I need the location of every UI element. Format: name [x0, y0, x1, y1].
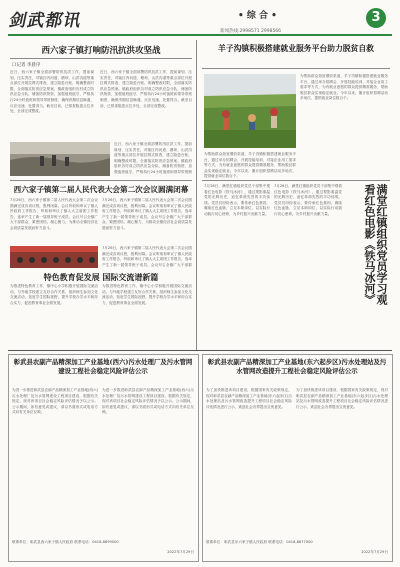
congress-body-col2: 7月26日，西六家子镇第二届人民代表大会第二次会议圆满完成各项议程，胜利闭幕。会议听取和审议了镇人民政府工作报告，听取和审议了镇人大主席团工作报告，选举产生了新一届领导班子成员。会议号召全镇广大干部群众，紧密团结，凝心聚力，为推动全镇经济社会高质量发展而努力奋斗。 — [102, 198, 192, 230]
masthead-logo: 剑武都讯 — [7, 11, 84, 31]
section-divider — [202, 180, 390, 181]
notice-right-body-col2: 为了加快推进该项目建设，根据国家有关政策规定，现对彰武县农副产品精深加工产业基地(东六起步区)污水处理站及污水管网改造提升工程项目社会稳定风险评估情况进行公示，欢迎社会各界提出宝贵意见。 — [296, 388, 388, 409]
flood-photo — [10, 142, 110, 176]
party-vertical-title: 满堂红镇组织党员学习观看红色电影《铁马冰河》 — [363, 184, 388, 305]
masthead — [7, 6, 130, 36]
title-underline — [202, 68, 390, 69]
flood-body-col1: 近日，西六家子镇全面部署防汛抗洪工作，提前谋划、压实责任，对辖区内河道、塘坝、山洪沟道等重点部位开展拉网式排查，建立隐患台账，明确整改时限，全面落实防汛应急预案。镇政府组织各村成立防汛应急分队，储备防汛物资，加强值班值守，严格执行24小时值班和领导带班制度，确保汛期信息畅通、反应迅速、处置得当。截至目前，已排查隐患点位多处，全部完成整改。 — [10, 70, 94, 114]
notice-left-contact: 联系单位：彰武县西六家子镇人民政府 联系电话：0418-8899000 — [12, 540, 119, 544]
education-body-col2: 为推进特色教育工作，镇中心小学积极开展国际交流活动，与外地学校建立友好合作关系，组织师生参加文化交流活动，拓宽学生国际视野，提升学校办学水平和综合实力，促进教育事业全面发展。 — [102, 284, 192, 305]
notice-left-body-col1: 为进一步推进彰武县农副产品精深加工产业基地(西六)污水处理厂及污水管网建设工程项目建设，根据有关规定，现对该项目社会稳定风险评估情况予以公示。公示期间，如有意见或建议，请以书面形式或电话方式向有关单位反映。 — [12, 388, 98, 415]
employment-article-title: 羊子沟镇积极搭建就业服务平台助力脱贫自救 — [218, 44, 374, 53]
hotline: 新闻热线:2998571 2998566 — [220, 29, 282, 34]
flood-body-col2: 近日，西六家子镇全面部署防汛抗洪工作，提前谋划、压实责任，对辖区内河道、塘坝、山洪沟道等重点部位开展拉网式排查，建立隐患台账，明确整改时限，全面落实防汛应急预案。镇政府组织各村成立防汛应急分队，储备防汛物资，加强值班值守，严格执行24小时值班和领导带班制度，确保汛期信息畅通、反应迅速、处置得当。截至目前，已排查隐患点位多处，全部完成整改。 — [100, 70, 192, 108]
flood-body-col3: 近日，西六家子镇全面部署防汛抗洪工作，提前谋划、压实责任，对辖区内河道、塘坝、山洪沟道等重点部位开展拉网式排查，建立隐患台账，明确整改时限，全面落实防汛应急预案。镇政府组织各村成立防汛应急分队，储备防汛物资，加强值班值守，严格执行24小时值班和领导带班制 — [114, 142, 192, 174]
education-article-title: 特色教育促发展 国际交流谱新篇 — [43, 272, 159, 282]
notice-right-contact: 联系单位：彰武县东六家子镇人民政府 联系电话：0418-8877000 — [206, 540, 313, 544]
notice-right-date: 2022年7月29日 — [361, 550, 388, 554]
flood-article-title: 西六家子镇打响防汛抗洪攻坚战 — [41, 46, 161, 56]
notice-left-date: 2022年7月29日 — [167, 550, 194, 554]
congress-body-col1: 7月26日，西六家子镇第二届人民代表大会第二次会议圆满完成各项议程，胜利闭幕。会议听取和审议了镇人民政府工作报告，听取和审议了镇人大主席团工作报告，选举产生了新一届领导班子成员。会议号召全镇广大干部群众，紧密团结，凝心聚力，为推动全镇经济社会高质量发展而努力奋斗。 — [10, 198, 98, 230]
section-label: • 综 合 • — [238, 11, 277, 21]
party-body-col2: 7月26日，满堂红镇组织党员干部集中观看红色电影《铁马冰河》，通过观影重温党的光辉历史，追忆革命先烈的丰功伟绩。党员们纷纷表示，要传承红色基因，赓续红色血脉，立足本职岗位，以实际行动践行初心使命，为乡村振兴贡献力量。 — [274, 184, 342, 216]
section-divider — [10, 180, 192, 181]
congress-article-title: 西六家子镇第二届人民代表大会第二次会议圆满闭幕 — [13, 185, 189, 194]
employment-photo — [204, 74, 296, 148]
title-underline — [10, 58, 192, 59]
notice-left-body-col2: 为进一步推进彰武县农副产品精深加工产业基地(西六)污水处理厂及污水管网建设工程项目建设，根据有关规定，现对该项目社会稳定风险评估情况予以公示。公示期间，如有意见或建议，请以书面形式或电话方式向有关单位反映。 — [102, 388, 194, 415]
notice-left-title: 彰武县农副产品精深加工产业基地(西六)污水处理厂及污水管网建设工程社会稳定风险评估公示 — [13, 358, 193, 375]
congress-photo — [10, 246, 98, 268]
page-number-badge: 3 — [366, 8, 386, 28]
congress-body-col3: 7月26日，西六家子镇第二届人民代表大会第二次会议圆满完成各项议程，胜利闭幕。会议听取和审议了镇人民政府工作报告，听取和审议了镇人大主席团工作报告，选举产生了新一届领导班子成员。会议号召全镇广大干部群 — [102, 246, 192, 267]
flood-byline: 口记者 李晨序 — [12, 63, 41, 68]
party-body-col1: 7月26日，满堂红镇组织党员干部集中观看红色电影《铁马冰河》，通过观影重温党的光辉历史，追忆革命先烈的丰功伟绩。党员们纷纷表示，要传承红色基因，赓续红色血脉，立足本职岗位，以实际行动践行初心使命，为乡村振兴贡献力量。 — [204, 184, 270, 216]
employment-body-col1: 为帮助群众拓宽增收渠道，羊子沟镇积极搭建就业服务平台，通过举办招聘会、开展技能培训、对接企业用工需求等方式，为有就业意愿的群众提供精准服务，帮助脱贫群众实现稳定就业。今年以来，累计组织招聘活动多场次，提供就业岗位数百个。 — [300, 74, 388, 101]
notice-right-body-col1: 为了加快推进该项目建设，根据国家有关政策规定，现对彰武县农副产品精深加工产业基地(东六起步区)污水处理站及污水管网改造提升工程项目社会稳定风险评估情况进行公示，欢迎社会各界提出宝贵意见。 — [206, 388, 292, 409]
column-divider — [196, 40, 197, 350]
header-divider — [8, 34, 392, 36]
education-body-col1: 为推进特色教育工作，镇中心小学积极开展国际交流活动，与外地学校建立友好合作关系，组织师生参加文化交流活动，拓宽学生国际视野，提升学校办学水平和综合实力，促进教育事业全面发展。 — [10, 284, 98, 305]
employment-body-col2: 为帮助群众拓宽增收渠道，羊子沟镇积极搭建就业服务平台，通过举办招聘会、开展技能培训、对接企业用工需求等方式，为有就业意愿的群众提供精准服务，帮助脱贫群众实现稳定就业。今年以来，累计组织招聘活动多场次，提供就业岗位数百个。 — [204, 152, 296, 178]
notice-right-title: 彰武县农副产品精深加工产业基地(东六起步区)污水处理站及污水管网改造提升工程社会稳定风险评估公示 — [207, 358, 387, 375]
notices-divider — [8, 350, 392, 351]
